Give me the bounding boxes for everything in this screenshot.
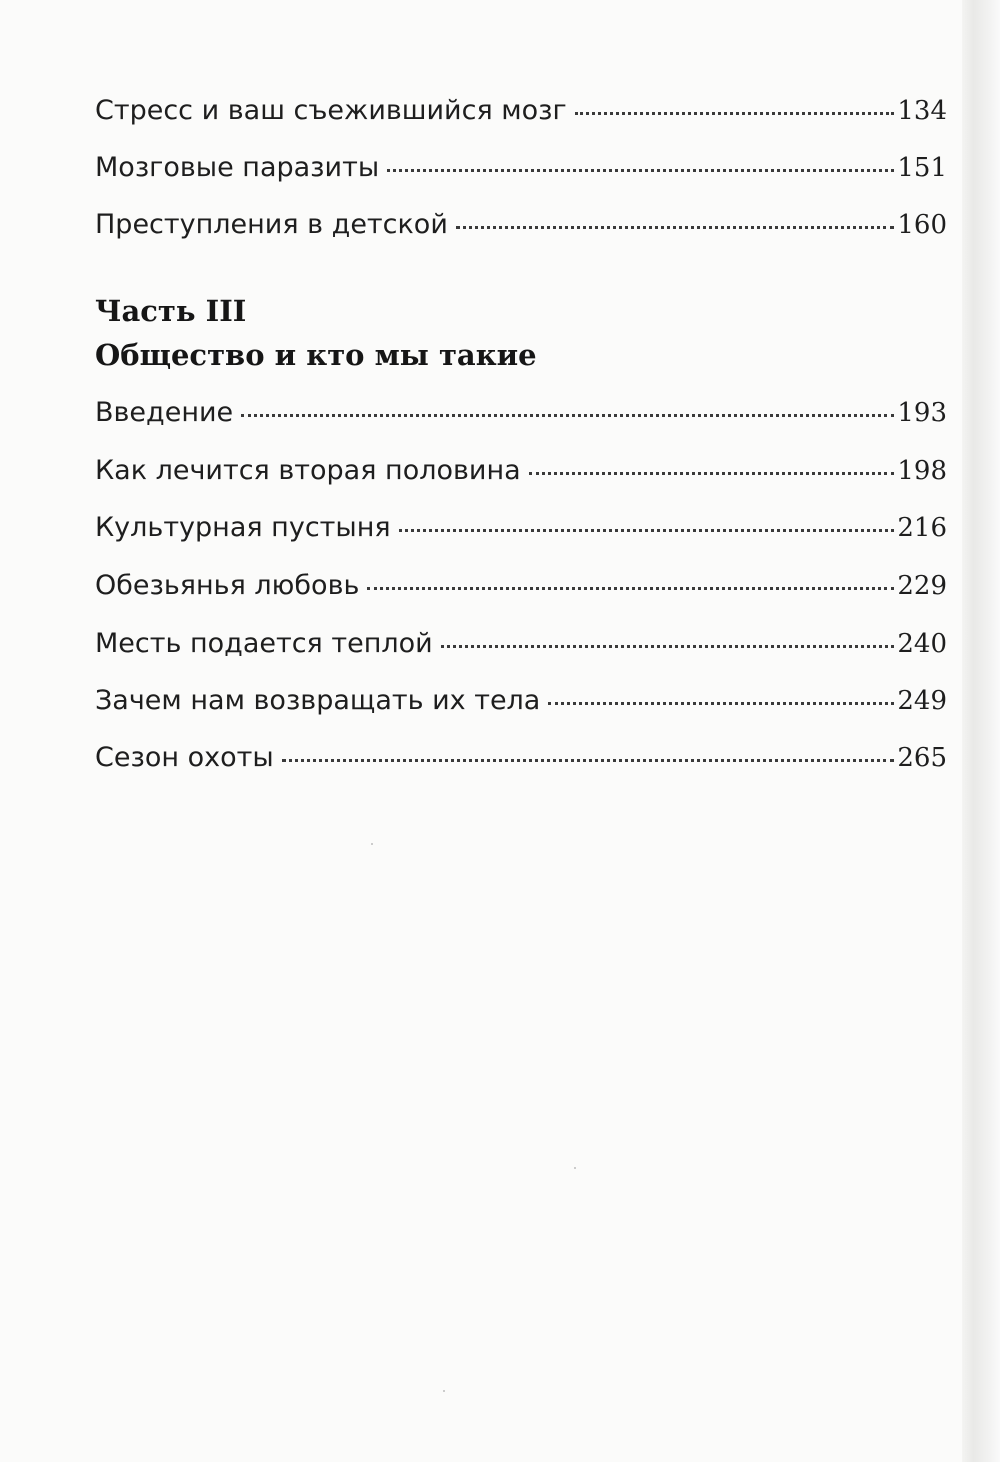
toc-entry-page: 265 [897, 743, 947, 773]
dot-leader [399, 528, 895, 532]
toc-entry [95, 91, 947, 131]
toc-entry [95, 738, 947, 778]
dot-leader [387, 168, 894, 172]
toc-entry-title: Как лечится вторая половина [95, 455, 521, 486]
dot-leader [456, 225, 894, 229]
dot-leader [529, 471, 895, 475]
dot-leader [282, 758, 895, 762]
paper-speck [443, 1390, 445, 1392]
toc-entry-title: Преступления в детской [95, 209, 448, 240]
dot-leader [367, 586, 894, 590]
toc-entry-title: Месть подается теплой [95, 628, 433, 659]
toc-entry [95, 205, 947, 245]
toc-entry-title: Введение [95, 397, 234, 428]
paper-speck [371, 843, 373, 845]
toc-entry-page: 240 [897, 629, 947, 659]
part-title-heading: Общество и кто мы такие [95, 338, 537, 372]
toc-entry-page: 151 [897, 153, 947, 183]
part-number-heading: Часть III [95, 294, 247, 328]
dot-leader [575, 111, 895, 115]
toc-entry-page: 229 [897, 571, 947, 601]
toc-entry-page: 216 [897, 513, 947, 543]
toc-entry-page: 249 [897, 686, 947, 716]
toc-entry [95, 681, 947, 721]
toc-entry [95, 508, 947, 548]
page-edge-shadow [962, 0, 1000, 1462]
toc-entry-page: 198 [897, 456, 947, 486]
toc-entry-page: 160 [897, 210, 947, 240]
toc-entry [95, 566, 947, 606]
toc-entry-title: Сезон охоты [95, 742, 274, 773]
toc-entry [95, 393, 947, 433]
toc-entry-title: Культурная пустыня [95, 512, 391, 543]
toc-entry-title: Мозговые паразиты [95, 152, 380, 183]
dot-leader [241, 413, 894, 417]
toc-entry-title: Зачем нам возвращать их тела [95, 685, 541, 716]
paper-speck [574, 1167, 576, 1169]
toc-entry-page: 134 [897, 96, 947, 126]
toc-entry-page: 193 [897, 398, 947, 428]
toc-entry [95, 624, 947, 664]
toc-entry [95, 451, 947, 491]
toc-entry [95, 148, 947, 188]
toc-entry-title: Стресс и ваш съежившийся мозг [95, 95, 567, 126]
dot-leader [441, 644, 895, 648]
dot-leader [548, 701, 894, 705]
toc-entry-title: Обезьянья любовь [95, 570, 360, 601]
